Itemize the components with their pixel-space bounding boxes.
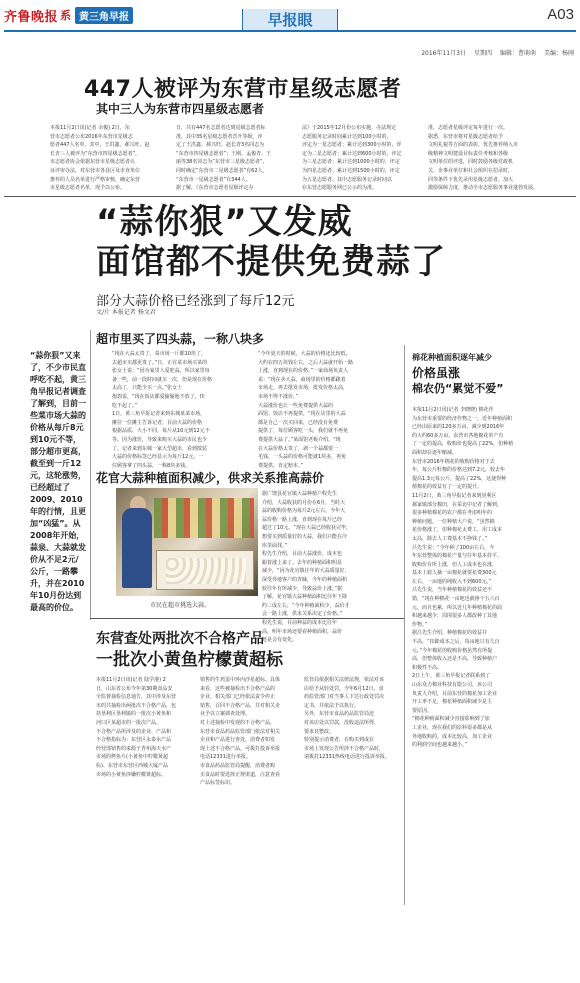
text-line: 关、企事业单位和社会组织在招录时， <box>428 167 514 174</box>
newspaper-logo <box>4 6 133 24</box>
text-line: 作物。” <box>412 621 428 628</box>
story1-col2 <box>176 124 294 193</box>
text-line: 跟着涨上来了。去年的种植面积明显 <box>262 559 343 566</box>
text-line: 激励保障力度，推动全市志愿服务事业蓬勃发展。 <box>428 185 539 192</box>
text-line: 特别提示消费者，在购买到或在 <box>304 737 375 744</box>
photo-garlic-heap <box>166 558 246 584</box>
issue-weekday: 星期四 <box>473 50 492 57</box>
text-line: 对上述抽检中发现的不合格产品， <box>200 719 276 726</box>
text-line: 元。”今年棉花的收购价格虽然有所提 <box>412 647 493 654</box>
text-line: 备一些，前一段时间就买一次，但是现在价格 <box>112 376 213 383</box>
story2-brief: “蒜你狠”又来了，不少市民直呼吃不起，黄三角早报记者调查了解到，目前一些菜市场大蒜的价格从每斤8元到10元不等，部分超市更高，截至到一斤12元，这轮涨势，已经超过了2009、2010年的行情，且更加“凶猛”。从2008年开始，蒜泉、大蒜就发价从不足2元/公斤，一路攀升，并在2010年10月份达到最高的价位。 <box>30 351 86 612</box>
text-line: 日，山东省公布今年第30期食品安 <box>96 685 173 692</box>
photo-person-body <box>122 508 152 588</box>
text-line: 市的共抽检出两批次不合格产品，包 <box>96 702 177 709</box>
text-line: 了一定的提高，收购价也提高了22%，但种植 <box>412 441 514 448</box>
text-line: 年东营整体的棉花产量与往年基本持平， <box>412 553 503 560</box>
text-line: “现在大蒜太贵了，菜市场一斤都10块了， <box>112 351 206 357</box>
story2-headline <box>96 202 446 282</box>
text-line: 很多种植棉花的农户都在考虑明年的 <box>412 510 493 517</box>
text-line: 吃不起了。” <box>112 402 138 409</box>
text-line: 市场的烤鱼片(小黄鱼中柠檬黄超 <box>96 754 168 761</box>
text-line: 定为二星志愿者；累计达到600小时的，评定 <box>302 150 402 157</box>
masthead <box>0 0 580 30</box>
text-line: 河口区某超市的一批次产品。 <box>96 719 162 726</box>
brand-name: 齐鲁晚报 <box>4 9 59 25</box>
text-line: 推荐的人员名单进行严格审核，确定东营 <box>50 176 141 183</box>
photo-shelf <box>154 498 254 538</box>
text-line: 市志愿者协会依据东营市星级志愿者认 <box>50 159 136 166</box>
text-line: “棉花种植面积减少直接影响到了加 <box>412 716 490 723</box>
text-line: 深受外地客户的青睐，今年的种植面积 <box>262 576 348 583</box>
text-line: 左右，一亩地的纯收入不到600元。” <box>412 578 492 585</box>
text-line: 准，其中35名星级志愿者晋升等级，评 <box>176 133 263 140</box>
text-line: 吕先生说：“今年种了100亩左右，今 <box>412 544 495 551</box>
text-line: 据吕先生介绍，种植棉花的效益并 <box>412 630 488 637</box>
text-line: 企业和产品进行查处，消费者如发 <box>200 737 276 744</box>
editor-credit: 编辑：曹萌萌 <box>499 50 536 57</box>
text-line: 错，“现在种棉花一亩地也就挣个五六百 <box>412 596 500 603</box>
text-line: 了。记者来到东城一家大型超市，看到散装 <box>112 445 208 452</box>
story2-col-c <box>262 490 400 645</box>
text-line: 准，志愿者星级评定每年进行一次。 <box>428 125 509 131</box>
story4-col-a <box>96 676 194 779</box>
text-line: 张女士说：“因为家里人爱吃蒜，所以家里每 <box>112 368 210 375</box>
text-line: 外地收购的，成本比较高，加工企业 <box>412 733 493 740</box>
text-line: 去超市买都更贵了。”日，正在菜市场买菜的 <box>112 359 208 366</box>
story2-col-a <box>112 350 252 470</box>
text-line: 另外，东营市食品药品监管局还 <box>304 711 375 718</box>
text-line: 市场上发现公告所涉不合格产品时， <box>304 745 385 752</box>
text-line: 蒜的收购价格为每斤2元左右，今年大 <box>262 508 346 515</box>
text-line: 评定为一星志愿者；累计达到300小时的，评 <box>302 142 402 149</box>
text-line: 面馆、饭店不再提供，“现在店里的大蒜 <box>258 411 346 418</box>
page-number: A03 <box>547 6 574 23</box>
text-line: 丽等38名同志为“东营市三星级志愿者”， <box>176 159 268 166</box>
right-column-rule <box>404 345 405 905</box>
text-line: 等。因为涨价，导致来购买大蒜的市民也少 <box>112 436 208 443</box>
edition-badge: 黄三角早报 <box>75 7 133 24</box>
text-line: 括垦利区垦利镇的一批次小黄鱼和 <box>96 711 172 718</box>
story2-section-title-2: 花官大蒜种植面积减少，供求关系推高蒜价 <box>96 471 325 485</box>
text-line: 库里面找。” <box>262 542 288 549</box>
text-line: 东营市2016年棉花的收购价格对于去 <box>412 458 495 465</box>
text-line: 法》于2015年12月份公布实施，办法规定 <box>302 125 397 131</box>
text-line: 为东营市重要的经济作物之一，近年种植面积 <box>412 415 513 422</box>
text-line: 种植问题。一位种植大户说，“虽然棉 <box>412 518 495 525</box>
text-line: 业予以立案调查处理。 <box>200 711 251 718</box>
text-line: 东营市食品药品监管部门依法对相关 <box>200 728 281 735</box>
story3-subhead: 棉农仍“累觉不爱” <box>412 382 504 395</box>
text-line: 约三成左右，“今年种植面积少，蒜价才 <box>262 602 350 609</box>
story2-headline-line2: 面馆都不提供免费蒜了 <box>96 242 446 282</box>
text-line: 面积却在逐年缩减。 <box>412 449 458 456</box>
text-line: 较往年有所减少，导致蒜价上涨。”据 <box>262 585 343 592</box>
photo-caption: 市民在超市挑选大蒜。 <box>150 602 211 609</box>
text-line: 现上述不合格产品，可拨打投诉举报 <box>200 745 281 752</box>
garlic-shopper-photo <box>116 488 258 596</box>
text-line: 蒜价格一路上涨，直到现在每斤已经 <box>262 516 343 523</box>
text-line: 不合格产品所涉及的企业、产品和 <box>96 728 172 735</box>
text-line: 全监督抽检信息通告，其中涉及东营 <box>96 694 177 701</box>
text-line: 本报11月2日讯(记者 李晓晓) 棉花作 <box>412 407 494 413</box>
text-line: 负责人介绍，目前东营的棉花加工企业 <box>412 690 498 697</box>
text-line: 请拨打12331热线电话进行投诉举报。 <box>304 754 390 761</box>
text-line: 元，而且也累，所以近几年种植棉花的面 <box>412 604 503 611</box>
text-line: 提供了，每位顾客吃一头，我们就不再免 <box>258 428 349 435</box>
text-line: 太高，除去人工费基本不挣钱了。” <box>412 535 488 542</box>
text-line: 不高，“扣除成本之后，每亩地只有几百 <box>412 639 500 646</box>
text-line: 减少，“因为花官镇往年的大蒜质量好， <box>262 568 350 575</box>
text-line: 不合格指标为：东营区永泰水产品 <box>96 737 172 744</box>
text-line: 花价格涨了，但种棉花太费工，用工成本 <box>412 527 503 534</box>
text-line: 积极性不高。 <box>412 664 443 671</box>
text-line: 市食品药品监管局提醒，消费者购 <box>200 762 276 769</box>
text-line: 了解，花官镇大蒜种植面积比往年下降 <box>262 594 348 601</box>
series-label: 系 <box>60 9 72 22</box>
story4-headline-line2: 一批次小黄鱼柠檬黄超标 <box>96 650 283 670</box>
text-line: 志愿服务记录时间累计达到100小时的， <box>302 133 392 140</box>
text-line: 愿者447人名单，其中，王洪鑫、郝兴旺、赵 <box>50 142 150 149</box>
text-line: 同时确定“东营市二星级志愿者”有62人， <box>176 167 268 174</box>
text-line: 本报11月2日讯(记者 余俊) 2日，东 <box>50 125 130 131</box>
text-line: 11月2日，黄三角早报记者来到垦利区 <box>412 492 497 499</box>
text-line: 定了王洪鑫、郝兴旺、赵长青3名同志为 <box>176 142 265 149</box>
text-line: 摊位一位摊主告诉记者，目前大蒜的价格 <box>112 419 203 426</box>
text-line: 抱怨说，“现在饭店都爱偷偷地不放了，快 <box>112 393 205 400</box>
text-line: 高，但整体收入还是不高，导致种植户 <box>412 656 498 663</box>
text-line: “东营市四星级志愿者”；王刚、孟俊青、王 <box>176 150 272 157</box>
text-line: 本报11月2日讯(记者 陆学港) 2 <box>96 677 166 683</box>
story1-subhead: 其中三人为东营市四星级志愿者 <box>96 102 265 116</box>
text-line: 买食品时要选择正规渠道，注意查看 <box>200 771 281 778</box>
text-line: 长青三人被评为“东营市四星级志愿者”。 <box>50 150 141 157</box>
text-line: 市场不得不涨价。” <box>258 393 299 400</box>
text-line: 吕先生说，当年种植棉花的效益还不 <box>412 587 493 594</box>
text-line: 都是自己一次买回来，已经没有免费 <box>258 419 339 426</box>
text-line: 介绍，大蒜收获的月份在6月，当时大 <box>262 499 346 506</box>
text-line: 收购价有所上涨，但人工成本也在涨， <box>412 561 498 568</box>
text-line: 来看，这些被抽检出不合格产品的 <box>200 685 276 692</box>
text-line: 销售，召回不合格产品，并对相关企 <box>200 702 281 709</box>
text-line: 大蒜涨价也让一些免费提供大蒜的 <box>258 402 334 409</box>
text-line: 同等条件下优先录用星级志愿者，加大 <box>428 176 514 183</box>
text-line: 的利润空间也越来越小。” <box>412 742 468 749</box>
text-line: 程先生说，目前种蒜的成本比往年 <box>262 619 338 626</box>
text-line: 提高1.3元每公斤，提高了22%，这使得种 <box>412 475 507 482</box>
text-line: 店给予从轻处罚，今年6月12日，食 <box>304 685 384 692</box>
text-line: 药监管部门对当事人下达行政处罚决 <box>304 694 385 701</box>
text-line: 要原因。 <box>412 707 433 714</box>
text-line: 已经由原来的120多万亩，减少到2016年 <box>412 424 505 431</box>
text-line: 超过了10元。“现在大蒜已经收获完毕， <box>262 525 351 532</box>
text-line: 年，每公斤籽棉的价格达到7.2元，较去年 <box>412 467 505 474</box>
text-line: 据广饶县花官镇大蒜种植户程先生 <box>262 491 338 497</box>
text-line: 说：“现在卖大蒜，商场里的价格都跟着 <box>258 376 346 383</box>
text-line: 要求其整改。 <box>304 728 335 735</box>
text-line: 程先生介绍，目前大蒜涨价，成本也 <box>262 551 343 558</box>
text-line: 高，明年市场还要看种植面积，蒜价 <box>262 628 343 635</box>
text-line: 市星级志愿者名单，现予以公布。 <box>50 185 126 192</box>
designer-credit: 美编：杨刚 <box>543 50 574 57</box>
text-line: 标)、东营市东营区西城大厦产品 <box>96 762 168 769</box>
text-line: 据悉，东营市将对星级志愿者给予 <box>428 133 504 140</box>
text-line: 费提供，肯定赔本。” <box>258 462 304 469</box>
story2-subhead: 部分大蒜价格已经涨到了每斤12元 <box>96 294 295 309</box>
dateline <box>421 48 574 57</box>
text-line: 位顾客拿了四头蒜，一称8块多钱。 <box>112 462 191 469</box>
story4-col-b <box>200 676 298 788</box>
text-line: 在大蒜价格太贵了，剥一个蒜都要一 <box>258 445 339 452</box>
text-line: 根据品质、大小不同，每斤从10元到12元不 <box>112 428 210 435</box>
text-line: 产品标签标识。 <box>200 780 236 787</box>
section-tab: 早报眼 <box>242 9 338 31</box>
story1-col1 <box>50 124 168 193</box>
story2-section-title: 超市里买了四头蒜，一称八块多 <box>96 332 265 346</box>
text-line: 2日上午，黄三角早报记者联系到了 <box>412 673 491 680</box>
text-line: 为五星志愿者。其中志愿服务记录时间以 <box>302 176 393 183</box>
text-line: 在东营志愿服务网已公示的为准。 <box>302 185 378 192</box>
text-line: 工企业，现在我们的原料很多都是从 <box>412 724 493 731</box>
story1-col4 <box>428 124 546 193</box>
text-line: “东营市一星级志愿者”有344人。 <box>176 176 251 183</box>
story3-col <box>412 406 572 750</box>
text-line: “今年夏天的时候，大蒜的价格还比较低， <box>258 351 351 357</box>
left-column-rule <box>90 330 91 620</box>
text-line: 对该店处以罚款，没收违法所得， <box>304 719 380 726</box>
top-rule <box>4 30 576 32</box>
divider-story1 <box>4 196 576 197</box>
text-line: 级精神文明建设目标责任考核和各级 <box>428 150 509 157</box>
text-line: 市场的小黄鱼涉嫌柠檬黄超标。 <box>96 771 167 778</box>
text-line: 市场走，再去批发市场，批发价格太高， <box>258 385 349 392</box>
story4-headline-line1: 东营查处两批次不合格产品 <box>96 631 264 647</box>
text-line: 企业，相关部门已经依法责令停止 <box>200 694 276 701</box>
text-line: 销售的生鸡蛋中环丙沙星超标。具体 <box>200 677 281 683</box>
text-line: 为四星志愿者；累计达到1500小时的，评定 <box>302 167 400 174</box>
text-line: 还是会有变化。 <box>262 637 298 644</box>
issue-date: 2016年11月3日 <box>421 50 466 57</box>
text-line: 营市志愿者公布2016年东营市星级志 <box>50 133 133 140</box>
story4-col-c <box>304 676 400 762</box>
story3-headline: 价格虽涨 <box>412 366 461 380</box>
text-line: 大蒜的价格标签已经显示为每斤12元，一 <box>112 454 204 461</box>
text-line: 文明礼貌等方面的表彰，优先推荐纳入市 <box>428 142 519 149</box>
story2-byline: 文/片 本报记者 杨文君 <box>96 309 156 316</box>
text-line: 定书，并依法予以执行。 <box>304 702 360 709</box>
text-line: 植棉花的效益有了一定的提升。 <box>412 484 483 491</box>
story2-headline-line1: “蒜你狠”又发威 <box>96 202 353 242</box>
text-line: 经营部销售的来源于青州海天水产 <box>96 745 172 752</box>
text-line: 日，共有447名志愿者达到星级志愿者标 <box>176 125 266 131</box>
text-line: 文明单位的评选，同时鼓励各级党政机 <box>428 159 514 166</box>
story1-headline: 447人被评为东营市星级志愿者 <box>84 77 402 102</box>
text-line: 毛钱，一头蒜的价格可能就1块多，再免 <box>258 454 347 461</box>
story1-col3 <box>302 124 420 193</box>
text-line: 监管局依据相关法律法规，依法对该 <box>304 677 385 683</box>
text-line: 大约在四五块钱左右，之后大蒜就开始一路 <box>258 359 354 366</box>
text-line: 郝家镇部分棉田，在采访中记者了解到， <box>412 501 503 508</box>
text-line: 费提供大蒜了。”某面馆老板介绍，“现 <box>258 436 341 443</box>
text-line: 上涨，直到现在的价格。”一家商场负责人 <box>258 368 349 375</box>
story2-col-b <box>258 350 398 470</box>
text-line: 积越来越少，周围很多人都改种了其他 <box>412 613 498 620</box>
text-line: 太高了，只能少买一点。”张女士 <box>112 385 183 392</box>
text-line: 据了解，《东营市志愿者星级评定办 <box>176 185 254 192</box>
text-line: 的大约60多万亩。东营市各地棉花单产有 <box>412 432 504 439</box>
text-line: 想要买到质量好的大蒜，我们只能在冷 <box>262 533 348 540</box>
text-line: 基本上雇人摘一亩棉花就要花费300元 <box>412 570 497 577</box>
story3-kicker: 棉花种植面积逐年减少 <box>412 353 492 362</box>
text-line: 会一路上涨，供求关系决定了价格。” <box>262 611 343 618</box>
text-line: 山东众力棉业科技有限公司，该公司 <box>412 682 493 688</box>
text-line: 为三星志愿者；累计达到1000小时的，评定 <box>302 159 400 166</box>
divider-story3 <box>90 618 404 619</box>
text-line: 1日，黄三角早报记者来到东城某菜市场， <box>112 411 206 418</box>
text-line: 电话12331进行举报。 <box>200 754 251 761</box>
text-line: 开工率不足，棉花种植面积减少是主 <box>412 699 493 706</box>
text-line: 证评审办法，对东营市各县区及市直单位 <box>50 167 141 174</box>
